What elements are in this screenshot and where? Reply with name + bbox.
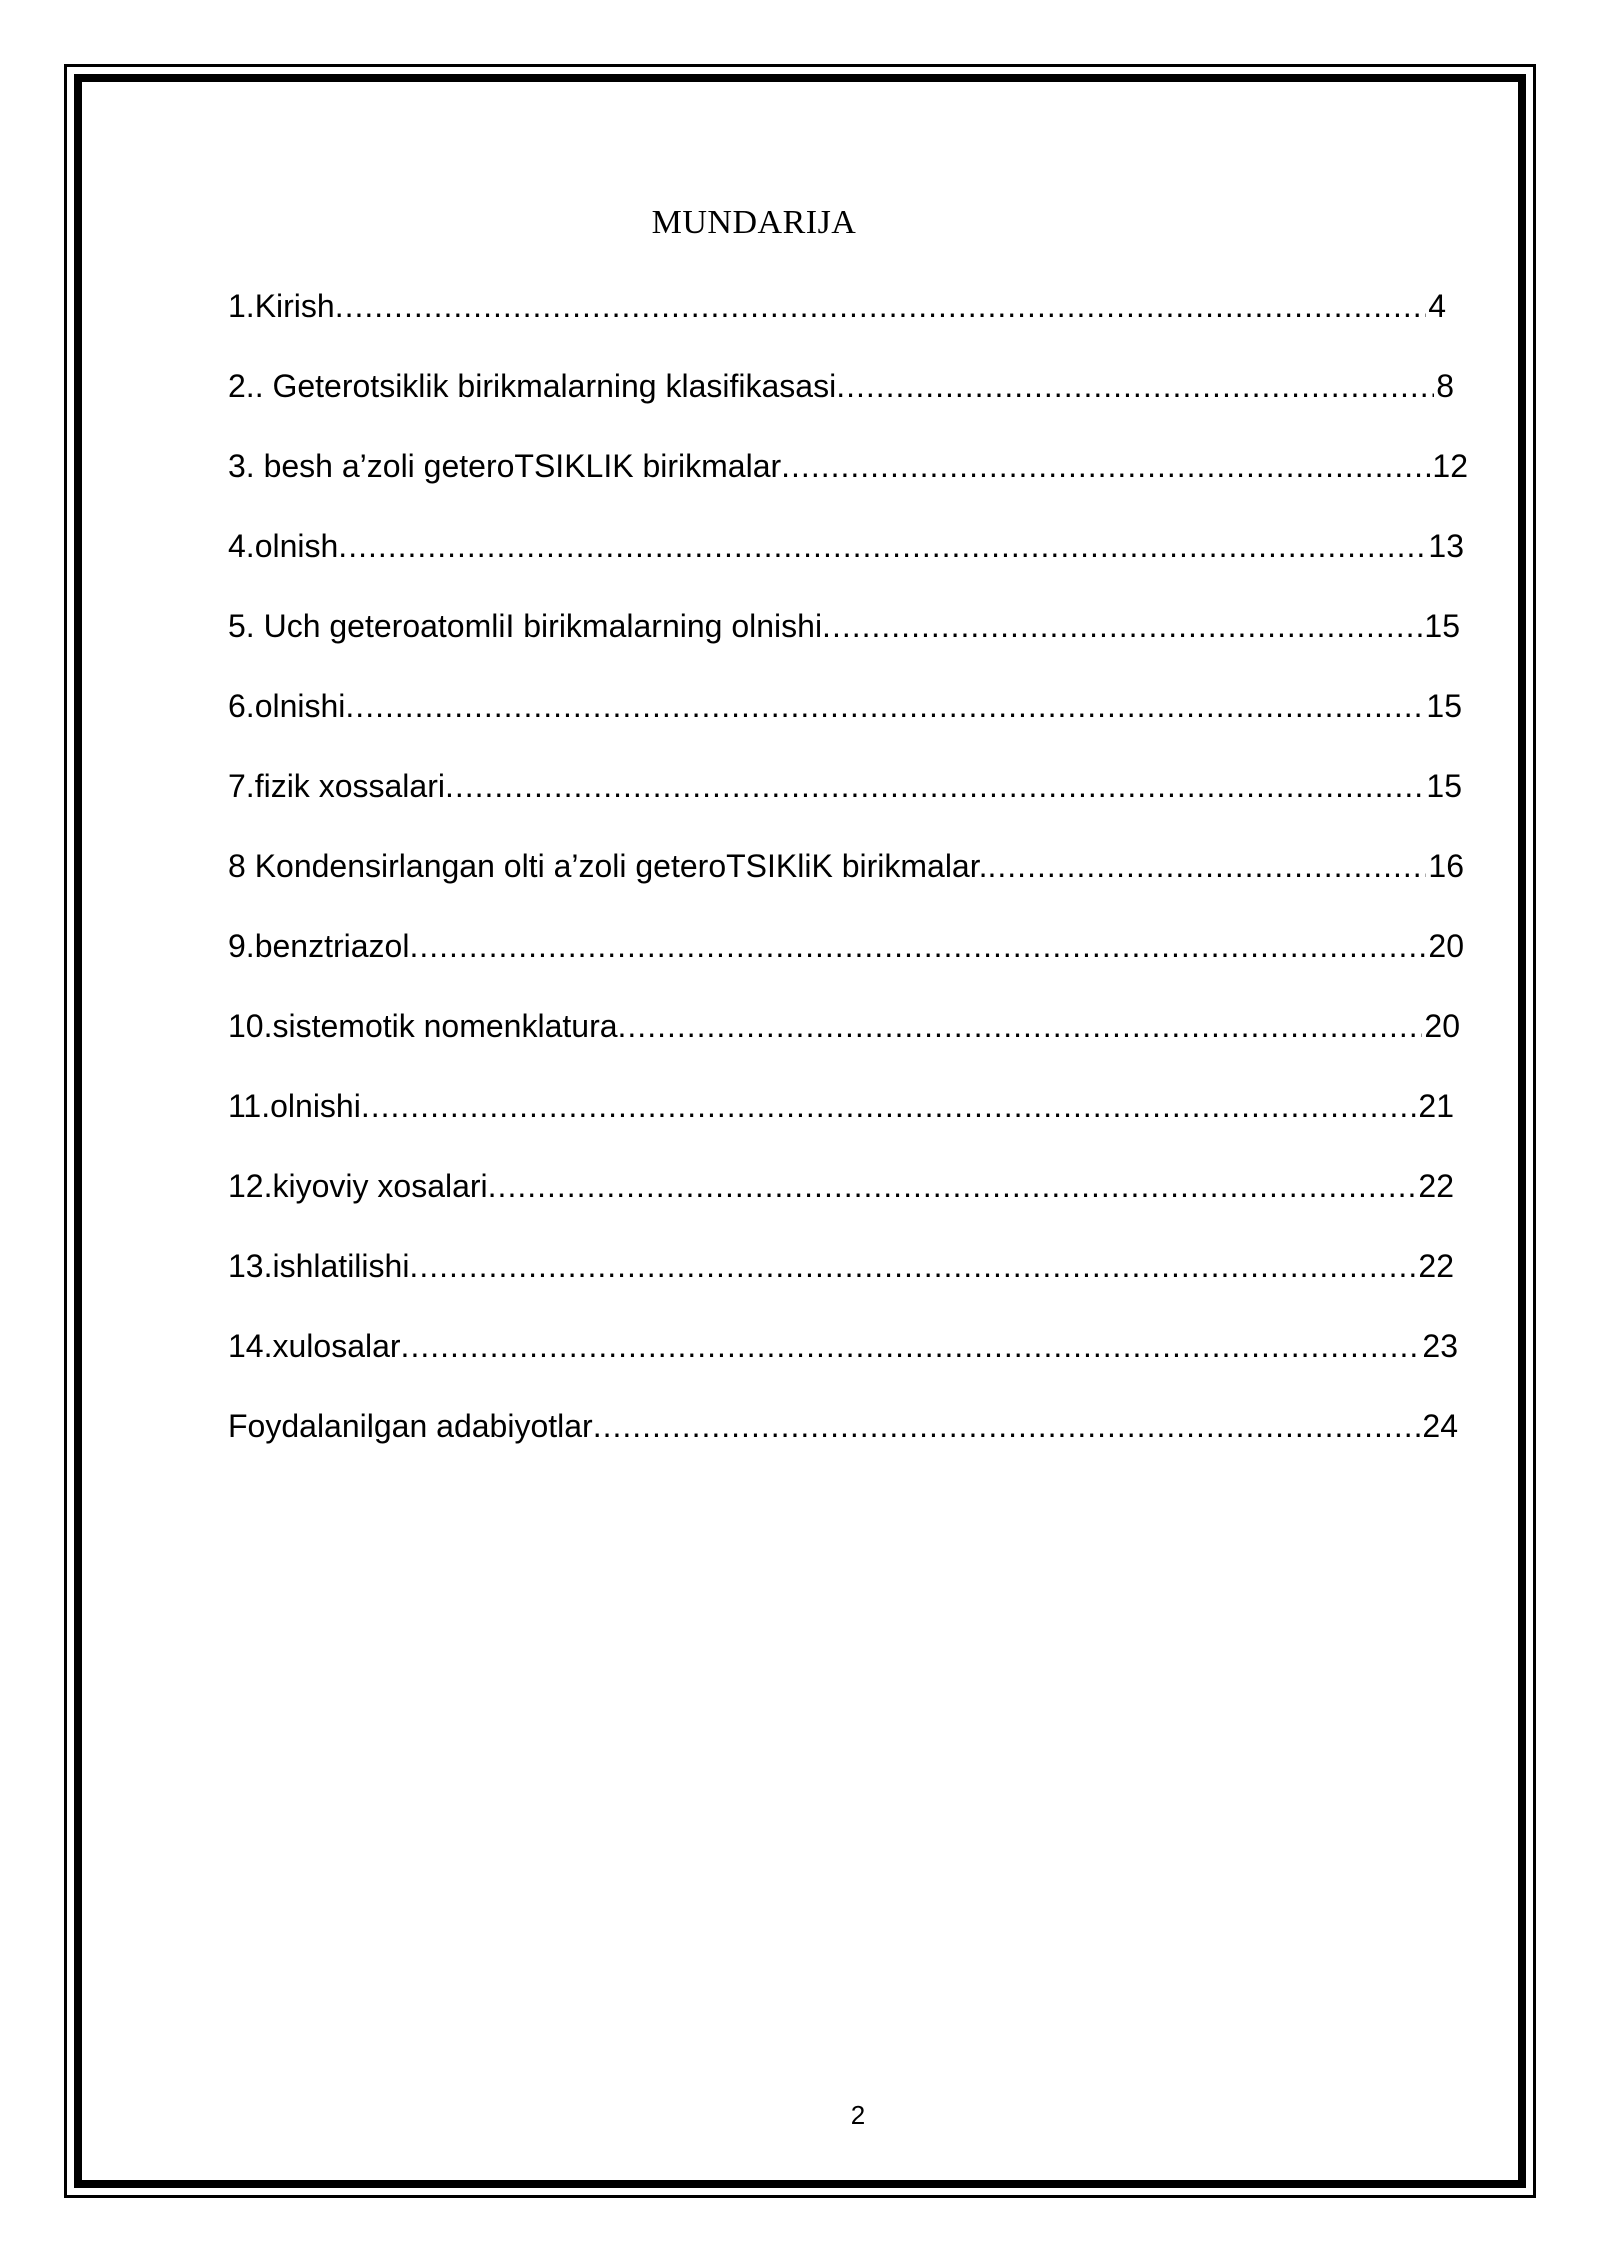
toc-entry	[228, 1168, 1454, 1218]
toc-entry-label: 1.Kirish	[228, 288, 335, 324]
toc-dot-leader	[361, 1088, 1417, 1125]
toc-entry-page: 15	[1424, 608, 1460, 644]
page-number: 2	[850, 2100, 866, 2130]
toc-entry-page: 20	[1428, 928, 1464, 964]
toc-entry-page: 16	[1428, 848, 1464, 884]
toc-entry-page: 13	[1428, 528, 1464, 564]
toc-entry-label: 2.. Geterotsiklik birikmalarning klasifikasasi	[228, 368, 837, 404]
toc-entry-page: 22	[1418, 1168, 1454, 1204]
toc-entry	[228, 288, 1446, 338]
toc-entry	[228, 1328, 1458, 1378]
toc-entry	[228, 768, 1462, 818]
toc-entry	[228, 368, 1454, 418]
toc-entry	[228, 688, 1462, 738]
toc-dot-leader	[488, 1168, 1417, 1205]
toc-entry-page: 21	[1418, 1088, 1454, 1124]
toc-entry-label: 9.benztriazol	[228, 928, 410, 964]
toc-entry-page: 15	[1426, 768, 1462, 804]
toc-entry	[228, 1248, 1454, 1298]
toc-entry-label: 8 Kondensirlangan olti a’zoli geteroTSIKliK birikmalar.	[228, 848, 988, 884]
toc-entry-label: 14.xulosalar	[228, 1328, 401, 1364]
toc-entry-page: 4	[1428, 288, 1446, 324]
toc-dot-leader	[781, 448, 1430, 485]
toc-entry	[228, 928, 1464, 978]
toc-dot-leader	[593, 1408, 1421, 1445]
toc-entry-label: Foydalanilgan adabiyotlar	[228, 1408, 593, 1444]
toc-entry-label: 10.sistemotik nomenklatura	[228, 1008, 618, 1044]
toc-dot-leader	[409, 928, 1426, 965]
toc-entry	[228, 1088, 1454, 1138]
toc-entry-page: 23	[1422, 1328, 1458, 1364]
toc-dot-leader	[401, 1328, 1421, 1365]
toc-dot-leader	[338, 528, 1426, 565]
toc-entry-label: 12.kiyoviy xosalari	[228, 1168, 488, 1204]
toc-entry-label: 5. Uch geteroatomliI birikmalarning olnishi	[228, 608, 823, 644]
toc-entry-label: 7.fizik xossalari	[228, 768, 445, 804]
toc-entry-page: 15	[1426, 688, 1462, 724]
toc-entry-label: 3. besh a’zoli geteroTSIKLIK birikmalar	[228, 448, 782, 484]
toc-dot-leader	[335, 288, 1427, 325]
toc-dot-leader	[618, 1008, 1423, 1045]
toc-dot-leader	[445, 768, 1424, 805]
toc-entry	[228, 1408, 1458, 1458]
toc-dot-leader	[345, 688, 1424, 725]
toc-entry-page: 24	[1422, 1408, 1458, 1444]
toc-entry	[228, 448, 1468, 498]
toc-dot-leader	[836, 368, 1434, 405]
toc-entry	[228, 848, 1464, 898]
toc-entry-page: 22	[1418, 1248, 1454, 1284]
toc-entry	[228, 1008, 1460, 1058]
toc-entry-page: 12	[1432, 448, 1468, 484]
toc-entry-label: 6.olnishi	[228, 688, 346, 724]
toc-entry-label: 11.olnishi	[228, 1088, 361, 1124]
toc-dot-leader	[988, 848, 1427, 885]
toc-entry-label: 13.ishlatilishi	[228, 1248, 410, 1284]
toc-entry-label: 4.olnish	[228, 528, 339, 564]
toc-entry	[228, 608, 1460, 658]
toc-dot-leader	[822, 608, 1422, 645]
toc-entry-page: 8	[1436, 368, 1454, 404]
toc-dot-leader	[409, 1248, 1416, 1285]
toc-entry	[228, 528, 1464, 578]
toc-entry-page: 20	[1424, 1008, 1460, 1044]
page-title: MUNDARIJA	[651, 204, 857, 241]
